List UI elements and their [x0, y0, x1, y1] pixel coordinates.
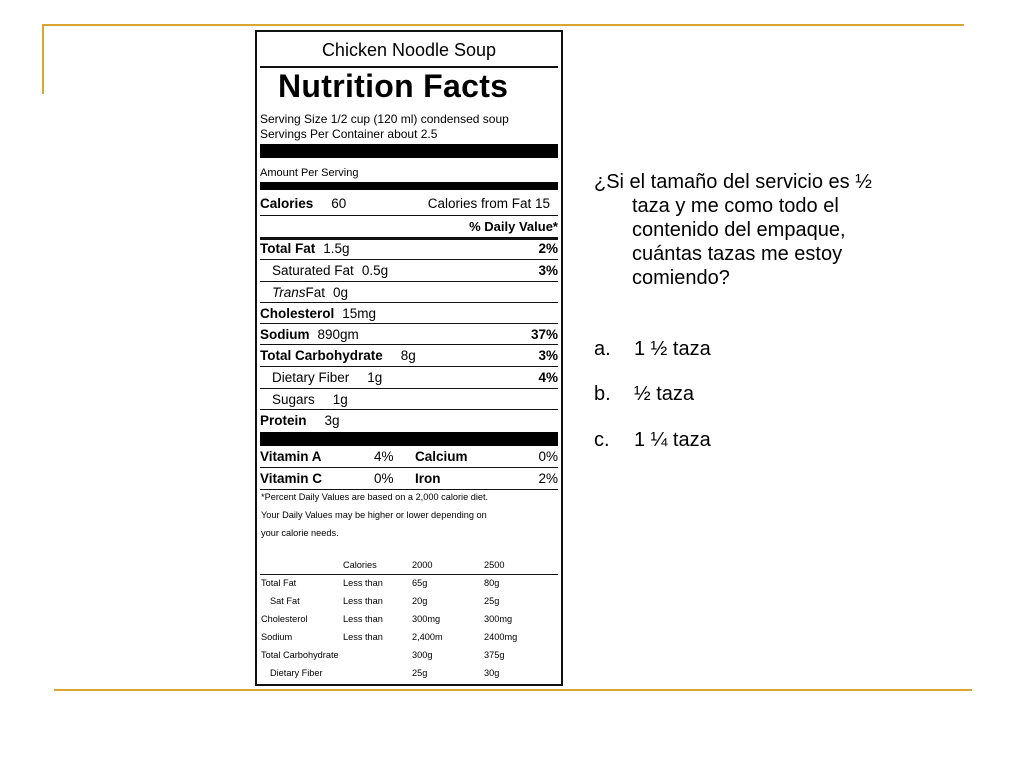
footnote-line: Your Daily Values may be higher or lower depending on	[261, 510, 487, 520]
answer-option	[594, 429, 711, 452]
dv-cell: 2,400m	[412, 632, 443, 642]
vitamin-name: Vitamin C	[260, 470, 323, 486]
nutrient-pct: 4%	[538, 369, 558, 385]
nutrient-amount: 890gm	[317, 326, 359, 342]
nutrient-pct: 3%	[538, 347, 558, 363]
question-line: ¿Si el tamaño del servicio es ½	[594, 171, 872, 193]
answer-option	[594, 338, 711, 361]
nutrient-pct: 2%	[538, 240, 558, 256]
dv-cell: 20g	[412, 596, 428, 606]
divider	[260, 574, 558, 575]
answer-option	[594, 383, 694, 406]
medium-divider	[260, 182, 558, 190]
vitamin-pct: 4%	[374, 448, 394, 464]
question-text	[594, 170, 974, 290]
serving-size: Serving Size 1/2 cup (120 ml) condensed soup	[260, 112, 509, 126]
nutrient-name: Protein	[260, 412, 307, 428]
nutrient-row	[260, 303, 558, 323]
nutrient-row	[260, 282, 558, 302]
nutrient-row	[260, 345, 558, 365]
nutrient-row	[260, 238, 558, 258]
vitamin-row	[260, 468, 558, 488]
dv-cell: 30g	[484, 668, 500, 678]
dv-cell: 300mg	[412, 614, 441, 624]
option-letter: a.	[594, 338, 611, 360]
nutrient-name: Cholesterol	[260, 305, 335, 321]
nutrient-amount: 1g	[332, 391, 348, 407]
footnote-line: *Percent Daily Values are based on a 2,000 calorie diet.	[261, 492, 489, 502]
question-line: taza y me como todo el	[632, 195, 839, 217]
dv-cell: 25g	[412, 668, 428, 678]
dv-table-header-cell: 2000	[412, 560, 433, 570]
thick-divider	[260, 432, 558, 446]
nutrient-name: Total Fat	[260, 240, 316, 256]
option-text: 1 ¼ taza	[634, 429, 711, 451]
dv-cell: 2400mg	[484, 632, 518, 642]
dv-cell: Sodium	[261, 632, 293, 642]
nutrient-row	[260, 260, 558, 280]
nutrient-row	[260, 389, 558, 409]
vitamin-name: Vitamin A	[260, 448, 322, 464]
nutrient-row	[260, 324, 558, 344]
daily-value-header	[260, 216, 558, 236]
option-text: 1 ½ taza	[634, 338, 711, 360]
dv-table-row	[260, 596, 558, 612]
footnote-line: your calorie needs.	[261, 528, 339, 538]
calories-row	[260, 193, 558, 213]
dv-table-row	[260, 650, 558, 666]
question-line: contenido del empaque,	[632, 219, 846, 241]
question-line: comiendo?	[632, 267, 730, 289]
nutrition-facts-label	[255, 30, 563, 686]
nutrient-name: Total Carbohydrate	[260, 347, 383, 363]
dv-cell: Total Carbohydrate	[261, 650, 339, 660]
nutrient-amount: 0g	[333, 284, 349, 300]
dv-cell: Less than	[343, 596, 383, 606]
divider	[260, 489, 558, 490]
calories-label: Calories	[260, 195, 314, 211]
dv-cell: Less than	[343, 614, 383, 624]
option-text: ½ taza	[634, 383, 695, 405]
nutrient-pct: 37%	[530, 326, 558, 342]
dv-table-header-cell: Calories	[343, 560, 377, 570]
mineral-name: Iron	[415, 470, 441, 486]
mineral-pct: 0%	[538, 448, 558, 464]
slide-left-rule	[42, 24, 44, 94]
nutrient-row	[260, 410, 558, 430]
dv-cell: Less than	[343, 578, 383, 588]
nutrient-name: Dietary Fiber	[272, 369, 350, 385]
nutrient-name-rest: Fat	[305, 284, 326, 300]
slide-top-rule	[44, 24, 964, 26]
dv-cell: Less than	[343, 632, 383, 642]
nutrient-name: Sugars	[272, 391, 315, 407]
nutrient-amount: 15mg	[342, 305, 377, 321]
dv-table-row	[260, 614, 558, 630]
option-letter: c.	[594, 429, 610, 451]
dv-cell: 375g	[484, 650, 505, 660]
thick-divider	[260, 144, 558, 158]
dv-table-row	[260, 632, 558, 648]
question-line: cuántas tazas me estoy	[632, 243, 843, 265]
nutrient-amount: 8g	[400, 347, 416, 363]
dv-cell: Cholesterol	[261, 614, 308, 624]
calories-from-fat: Calories from Fat 15	[427, 195, 550, 211]
dv-cell: 25g	[484, 596, 500, 606]
amount-per-serving: Amount Per Serving	[260, 167, 359, 179]
dv-cell: 65g	[412, 578, 428, 588]
dv-table-row	[260, 578, 558, 594]
option-letter: b.	[594, 383, 611, 405]
nutrient-name-italic: Trans	[272, 284, 306, 300]
dv-cell: Sat Fat	[270, 596, 300, 606]
nutrient-name: Sodium	[260, 326, 310, 342]
nutrient-pct: 3%	[538, 262, 558, 278]
vitamin-pct: 0%	[374, 470, 394, 486]
nutrient-row	[260, 367, 558, 387]
dv-table-header-cell: 2500	[484, 560, 505, 570]
nutrient-amount: 1g	[367, 369, 383, 385]
nutrition-facts-title: Nutrition Facts	[278, 67, 509, 104]
dv-table-header	[260, 560, 558, 574]
mineral-name: Calcium	[415, 448, 468, 464]
nutrient-amount: 0.5g	[361, 262, 389, 278]
calories-value: 60	[331, 195, 347, 211]
dv-cell: 80g	[484, 578, 500, 588]
nutrient-amount: 3g	[324, 412, 340, 428]
slide-bottom-rule	[54, 689, 972, 691]
dv-cell: 300g	[412, 650, 433, 660]
dv-table-row	[260, 668, 558, 684]
servings-per-container: Servings Per Container about 2.5	[260, 127, 438, 141]
dv-cell: 300mg	[484, 614, 513, 624]
vitamin-row	[260, 446, 558, 466]
dv-cell: Dietary Fiber	[270, 668, 323, 678]
mineral-pct: 2%	[538, 470, 558, 486]
nutrient-amount: 1.5g	[323, 240, 350, 256]
product-name: Chicken Noodle Soup	[321, 39, 497, 60]
dv-cell: Total Fat	[261, 578, 297, 588]
nutrient-name: Saturated Fat	[272, 262, 354, 278]
daily-value-header-text: % Daily Value*	[469, 218, 558, 234]
